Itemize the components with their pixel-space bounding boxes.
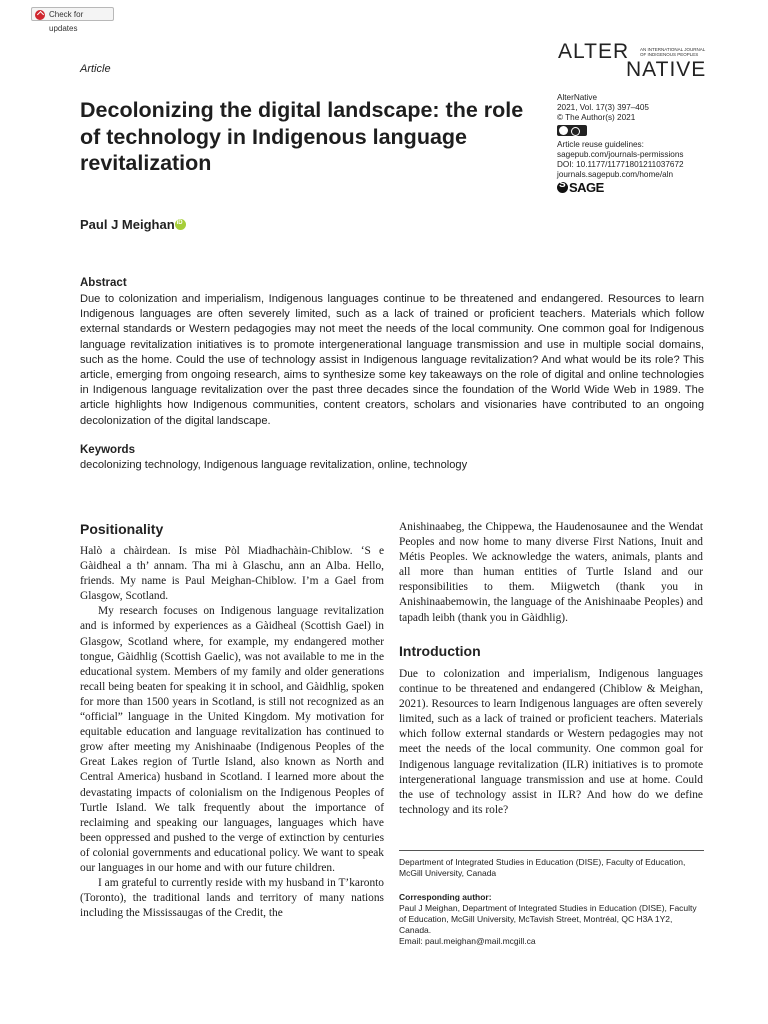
corresponding-author-block xyxy=(399,892,704,947)
journal-meta xyxy=(557,93,717,193)
right-column-intro xyxy=(399,667,703,818)
journal-copyright: © The Author(s) 2021 xyxy=(557,113,636,122)
introduction-heading: Introduction xyxy=(399,643,481,659)
check-for-updates-button[interactable] xyxy=(31,7,114,33)
affiliation-note: Department of Integrated Studies in Education (DISE), Faculty of Education, McGill University, Canada xyxy=(399,857,686,878)
introduction-paragraph: Due to colonization and imperialism, Indigenous languages continue to be threatened and endangered (Chiblow & Meighan, 2021). Resources to learn Indigenous languages are often severely limited, such as a lack of trained or proficient teachers. Materials which follow external standards or Western pedagogies may not meet the needs of the local community. One common goal for Indigenous language revitalization (ILR) initiatives is to promote intergenerational language transmission and use at home. Could the use of technology assist in ILR? And how do we define technology and its role? xyxy=(399,668,703,816)
corresponding-author-text: Paul J Meighan, Department of Integrated Studies in Education (DISE), Faculty of Education, McGill University, McTavish Street, Montréal, QC H3A 1Y2, Canada. xyxy=(399,903,697,935)
publisher-logo xyxy=(557,179,717,195)
article-type-label: Article xyxy=(80,63,111,75)
creative-commons-icon[interactable] xyxy=(557,125,587,136)
journal-logo-top: ALTER xyxy=(558,40,630,63)
corresponding-author-email[interactable]: Email: paul.meighan@mail.mcgill.ca xyxy=(399,936,536,946)
author-name[interactable]: Paul J Meighan xyxy=(80,217,175,232)
right-column-top xyxy=(399,520,703,626)
journal-citation: 2021, Vol. 17(3) 397–405 xyxy=(557,103,649,112)
article-title: Decolonizing the digital landscape: the role of technology in Indigenous language revitalization xyxy=(80,98,524,175)
corresponding-author-label: Corresponding author: xyxy=(399,892,492,902)
keywords-text: decolonizing technology, Indigenous language revitalization, online, technology xyxy=(80,459,468,471)
reuse-link[interactable]: sagepub.com/journals-permissions xyxy=(557,150,684,159)
left-column xyxy=(80,544,384,921)
positionality-paragraph: Halò a chàirdean. Is mise Pòl Miadhachàin-Chiblow. ‘S e Gàidheal a th’ annam. Tha mi à Glaschu, ann an Alba. Hello, friends. My name is Paul Meighan-Chiblow. I’m a Gael from Glasgow, Scotland. xyxy=(80,545,384,603)
orcid-icon[interactable] xyxy=(175,219,186,230)
journal-name: AlterNative xyxy=(557,93,598,102)
abstract-heading: Abstract xyxy=(80,277,127,289)
check-for-updates-label: Check for updates xyxy=(49,10,84,33)
reuse-label: Article reuse guidelines: xyxy=(557,140,644,149)
sage-icon xyxy=(557,182,568,193)
positionality-paragraph: I am grateful to currently reside with my husband in T’karonto (Toronto), the traditional lands and territory of many nations including the Mississaugas of the Credit, the xyxy=(80,877,384,920)
journal-logo-tagline: AN INTERNATIONAL JOURNAL OF INDIGENOUS PEOPLES xyxy=(640,47,706,57)
footnote-divider xyxy=(399,850,704,851)
positionality-continuation: Anishinaabeg, the Chippewa, the Haudenosaunee and the Wendat Peoples and now home to many diverse First Nations, Inuit and Métis Peoples. We acknowledge the waters, animals, plants and all more than human entities of Turtle Island and our responsibilities to them. Miigwetch (thank you in Anishinaabemowin, the language of the Anishinaabe Peoples) and tapadh leibh (thank you in Gàidhlig). xyxy=(399,521,703,624)
positionality-heading: Positionality xyxy=(80,521,164,537)
abstract-text: Due to colonization and imperialism, Indigenous languages continue to be threatened and endangered. Resources to learn Indigenous languages are often severely limited, such as a lack of trained or proficient teachers. Materials which follow external standards or Western pedagogies may not meet the needs of the local community. One common goal for Indigenous language revitalization initiatives is to promote intergenerational language transmission and use in multiple social domains, such as the home. Could the use of technology assist in Indigenous language revitalization? And what would be its role? This article, emerging from ongoing research, aims to synthesize some key takeaways on the role of digital and online technologies in Indigenous language revitalization over the past three decades since the foundation of the World Wide Web in 1989. The article highlights how Indigenous communities, content creators, scholars and visionaries have contributed to an ongoing decolonization of the digital landscape. xyxy=(80,293,704,427)
author-line xyxy=(80,217,186,232)
positionality-paragraph: My research focuses on Indigenous language revitalization and is informed by experiences as a Gàidheal (Scottish Gael) in Glasgow, Scotland where, for example, my endangered mother tongue, Gàidhlig (Scottish Gaelic), was not available to me in the educational system. Members of my family and older generations recall being beaten for speaking it in school, and Gàidhlig, spoken for more than 1500 years in Scotland, is still not recognized as an “official” language in the United Kingdom. My motivation for equitable education and language revitalization has continued to grow after meeting my Anishinaabe (Indigenous Peoples of the Great Lakes region of Turtle Island, also known as North and Central America) husband in Scotland. I learned more about the devastating impacts of colonialism on the Indigenous Peoples of Turtle Island. We talk frequently about the importance of reclaiming and speaking our languages, languages which have been oppressed and pushed to the verge of extinction by centuries of colonial governments and educational policy. We want to speak our languages in our home and with our future children. xyxy=(80,605,384,874)
journal-logo-bottom: NATIVE xyxy=(626,58,707,81)
journal-home-link[interactable]: journals.sagepub.com/home/aln xyxy=(557,170,674,179)
keywords-heading: Keywords xyxy=(80,444,135,456)
doi-link[interactable]: DOI: 10.1177/11771801211037672 xyxy=(557,160,684,169)
publisher-name: SAGE xyxy=(569,179,604,195)
update-check-icon xyxy=(35,10,45,20)
